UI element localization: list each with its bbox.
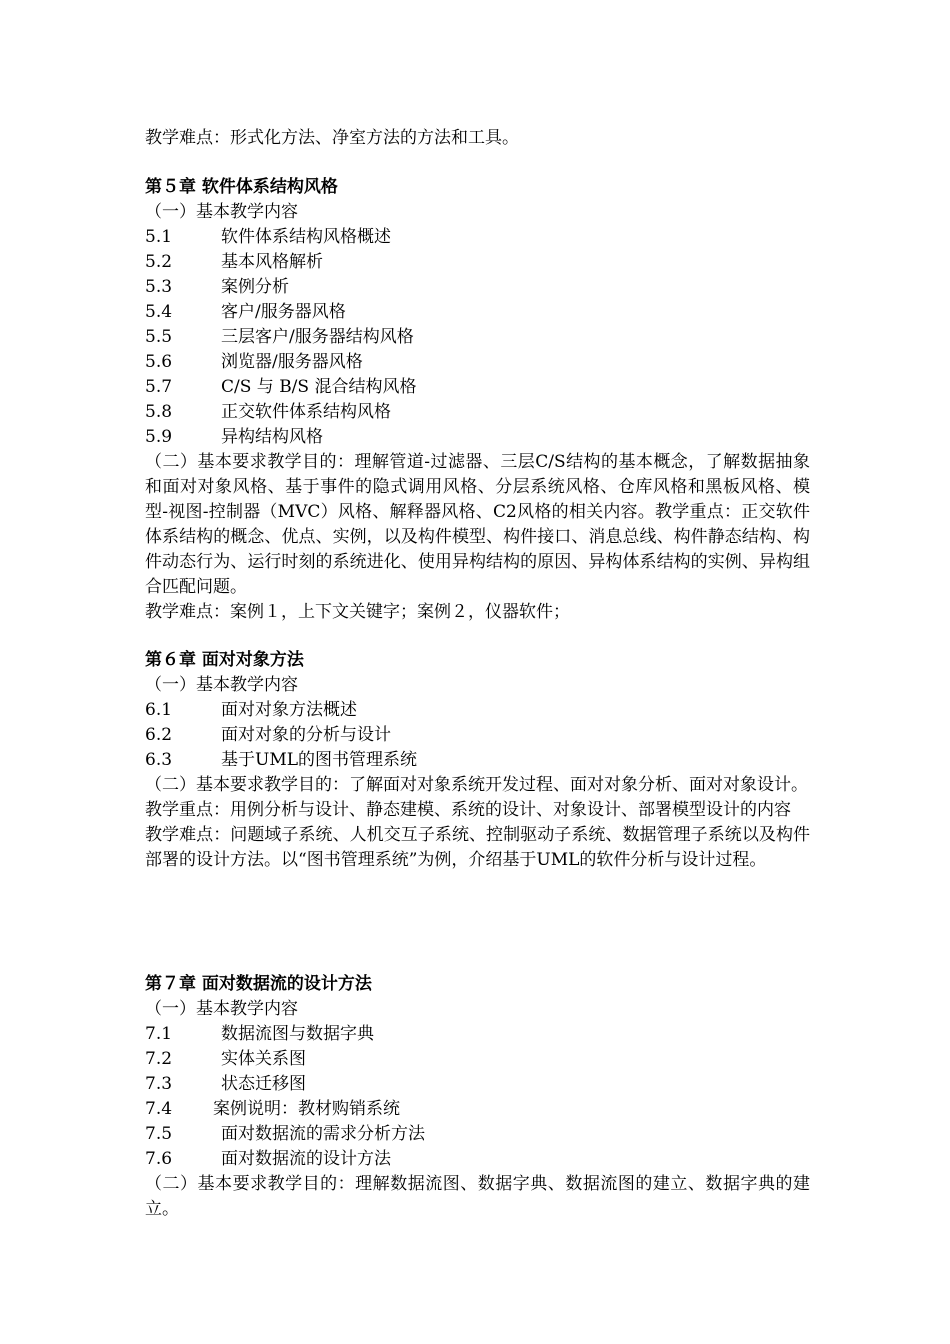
chapter-7-requirements: （二）基本要求教学目的：理解数据流图、数据字典、数据流图的建立、数据字典的建立。 bbox=[145, 1174, 810, 1219]
chapter-6-item bbox=[145, 723, 810, 748]
item-text: 三层客户/服务器结构风格 bbox=[221, 327, 414, 347]
chapter-5-item bbox=[145, 225, 810, 250]
chapter-6-section-1: （一）基本教学内容 bbox=[145, 675, 298, 695]
chapter-5-item bbox=[145, 325, 810, 350]
chapter-7-title: 第７章 面对数据流的设计方法 bbox=[145, 974, 372, 994]
item-number: 5.4 bbox=[145, 302, 173, 322]
chapter-6-item bbox=[145, 748, 810, 773]
item-number: 5.9 bbox=[145, 427, 173, 447]
item-text: 案例说明：教材购销系统 bbox=[213, 1099, 400, 1119]
item-number: 5.2 bbox=[145, 252, 173, 272]
item-text: 面对对象方法概述 bbox=[221, 700, 357, 720]
chapter-5 bbox=[145, 175, 810, 625]
item-text: 软件体系结构风格概述 bbox=[221, 227, 391, 247]
chapter-5-item bbox=[145, 250, 810, 275]
chapter-5-difficulty: 教学难点：案例１，上下文关键字；案例２，仪器软件； bbox=[145, 602, 570, 622]
chapter-6-title: 第６章 面对对象方法 bbox=[145, 650, 304, 670]
item-text: 数据流图与数据字典 bbox=[221, 1024, 374, 1044]
chapter-5-requirements: （二）基本要求教学目的：理解管道-过滤器、三层C/S结构的基本概念，了解数据抽象和面对对象风格、基于事件的隐式调用风格、分层系统风格、仓库风格和黑板风格、模型-视图-控制器（MVC）风格、解释器风格、C2风格的相关内容。教学重点：正交软件体系结构的概念、优点、实例，以及构件模型、构件接口、消息总线、构件静态结构、构件动态行为、运行时刻的系统进化、使用异构结构的原因、异构体系结构的实例、异构组合匹配问题。 bbox=[145, 452, 810, 597]
item-text: 案例分析 bbox=[221, 277, 289, 297]
chapter-6-requirements: （二）基本要求教学目的：了解面对对象系统开发过程、面对对象分析、面对对象设计。 bbox=[145, 775, 808, 795]
item-number: 7.5 bbox=[145, 1124, 173, 1144]
chapter-7-item bbox=[145, 1022, 810, 1047]
chapter-5-section-1: （一）基本教学内容 bbox=[145, 202, 298, 222]
item-number: 5.5 bbox=[145, 327, 173, 347]
item-number: 7.6 bbox=[145, 1149, 173, 1169]
item-number: 7.4 bbox=[145, 1099, 173, 1119]
item-text: 浏览器/服务器风格 bbox=[221, 352, 363, 372]
item-number: 6.3 bbox=[145, 750, 173, 770]
chapter-5-item bbox=[145, 275, 810, 300]
item-number: 5.3 bbox=[145, 277, 173, 297]
chapter-5-item bbox=[145, 350, 810, 375]
item-text: 面对数据流的设计方法 bbox=[221, 1149, 391, 1169]
chapter-5-item bbox=[145, 425, 810, 450]
chapter-5-item bbox=[145, 375, 810, 400]
item-text: 异构结构风格 bbox=[221, 427, 323, 447]
item-number: 5.6 bbox=[145, 352, 173, 372]
item-text: C/S 与 B/S 混合结构风格 bbox=[221, 377, 417, 397]
intro-difficulty: 教学难点：形式化方法、净室方法的方法和工具。 bbox=[145, 128, 519, 148]
chapter-7-item bbox=[145, 1147, 810, 1172]
item-text: 基本风格解析 bbox=[221, 252, 323, 272]
chapter-6-focus: 教学重点：用例分析与设计、静态建模、系统的设计、对象设计、部署模型设计的内容 bbox=[145, 800, 791, 820]
chapter-7-item bbox=[145, 1047, 810, 1072]
item-number: 7.3 bbox=[145, 1074, 173, 1094]
item-number: 5.7 bbox=[145, 377, 173, 397]
chapter-5-item bbox=[145, 300, 810, 325]
item-number: 7.2 bbox=[145, 1049, 173, 1069]
chapter-7-section-1: （一）基本教学内容 bbox=[145, 999, 298, 1019]
item-number: 6.1 bbox=[145, 700, 173, 720]
chapter-5-title: 第５章 软件体系结构风格 bbox=[145, 177, 338, 197]
intro-block bbox=[145, 126, 810, 151]
item-text: 实体关系图 bbox=[221, 1049, 306, 1069]
item-text: 基于UML的图书管理系统 bbox=[221, 750, 418, 770]
item-text: 面对对象的分析与设计 bbox=[221, 725, 391, 745]
chapter-7-item bbox=[145, 1072, 810, 1097]
item-number: 6.2 bbox=[145, 725, 173, 745]
chapter-5-item bbox=[145, 400, 810, 425]
chapter-7-item bbox=[145, 1097, 810, 1122]
item-text: 状态迁移图 bbox=[221, 1074, 306, 1094]
item-text: 正交软件体系结构风格 bbox=[221, 402, 391, 422]
chapter-6-item bbox=[145, 698, 810, 723]
chapter-7 bbox=[145, 972, 810, 1222]
item-text: 面对数据流的需求分析方法 bbox=[221, 1124, 425, 1144]
item-number: 7.1 bbox=[145, 1024, 173, 1044]
chapter-7-item bbox=[145, 1122, 810, 1147]
chapter-6 bbox=[145, 648, 810, 873]
item-text: 客户/服务器风格 bbox=[221, 302, 346, 322]
item-number: 5.1 bbox=[145, 227, 173, 247]
item-number: 5.8 bbox=[145, 402, 173, 422]
chapter-6-difficulty: 教学难点：问题域子系统、人机交互子系统、控制驱动子系统、数据管理子系统以及构件部署的设计方法。以“图书管理系统”为例，介绍基于UML的软件分析与设计过程。 bbox=[145, 825, 810, 870]
